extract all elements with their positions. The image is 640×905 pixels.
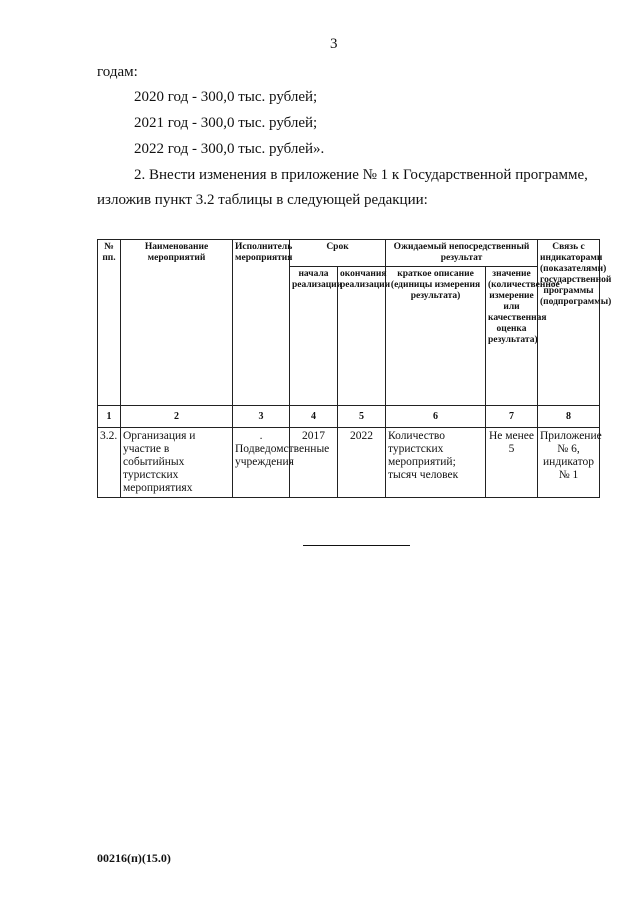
col-number-7: 7 [486, 406, 538, 428]
footer-code: 00216(п)(15.0) [97, 851, 171, 865]
header-result: Ожидаемый непосредственный результат [386, 240, 538, 267]
row-link: Приложение № 6, индикатор № 1 [538, 428, 600, 498]
col-number-6: 6 [386, 406, 486, 428]
header-num: № пп. [98, 240, 121, 406]
row-num: 3.2. [98, 428, 121, 498]
row-name: Организация и участие в событийных туристских мероприятиях [121, 428, 233, 498]
measures-table [97, 239, 612, 498]
header-executor: Исполнитель мероприятия [233, 240, 290, 406]
header-name: Наименование мероприятий [121, 240, 233, 406]
text-line-2: 2020 год - 300,0 тыс. рублей; [134, 89, 318, 105]
header-term-end: окончания реализации [338, 267, 386, 406]
row-end: 2022 [338, 428, 386, 498]
text-line-5: 2. Внести изменения в приложение № 1 к Государственной программе, [134, 167, 588, 183]
text-line-3: 2021 год - 300,0 тыс. рублей; [134, 115, 318, 131]
text-line-6: изложив пункт 3.2 таблицы в следующей редакции: [97, 192, 428, 208]
table-row [98, 428, 600, 498]
row-desc: Количество туристских мероприятий; тысяч человек [386, 428, 486, 498]
text-line-4: 2022 год - 300,0 тыс. рублей». [134, 141, 325, 157]
col-number-3: 3 [233, 406, 290, 428]
row-start: 2017 [290, 428, 338, 498]
header-link: Связь с индикаторами (показателями) государственной программы (подпрограммы) [538, 240, 600, 406]
col-number-5: 5 [338, 406, 386, 428]
row-executor: . Подведомственные учреждения [233, 428, 290, 498]
header-result-desc: краткое описание (единицы измерения результата) [386, 267, 486, 406]
header-result-value: значение (количественное измерение или качественная оценка результата) [486, 267, 538, 406]
header-term: Срок [290, 240, 386, 267]
col-number-2: 2 [121, 406, 233, 428]
col-number-8: 8 [538, 406, 600, 428]
text-line-1: годам: [97, 64, 138, 80]
col-number-4: 4 [290, 406, 338, 428]
header-term-start: начала реализации [290, 267, 338, 406]
col-number-1: 1 [98, 406, 121, 428]
page-number: 3 [330, 36, 338, 52]
row-value: Не менее 5 [486, 428, 538, 498]
separator-line [303, 545, 410, 546]
